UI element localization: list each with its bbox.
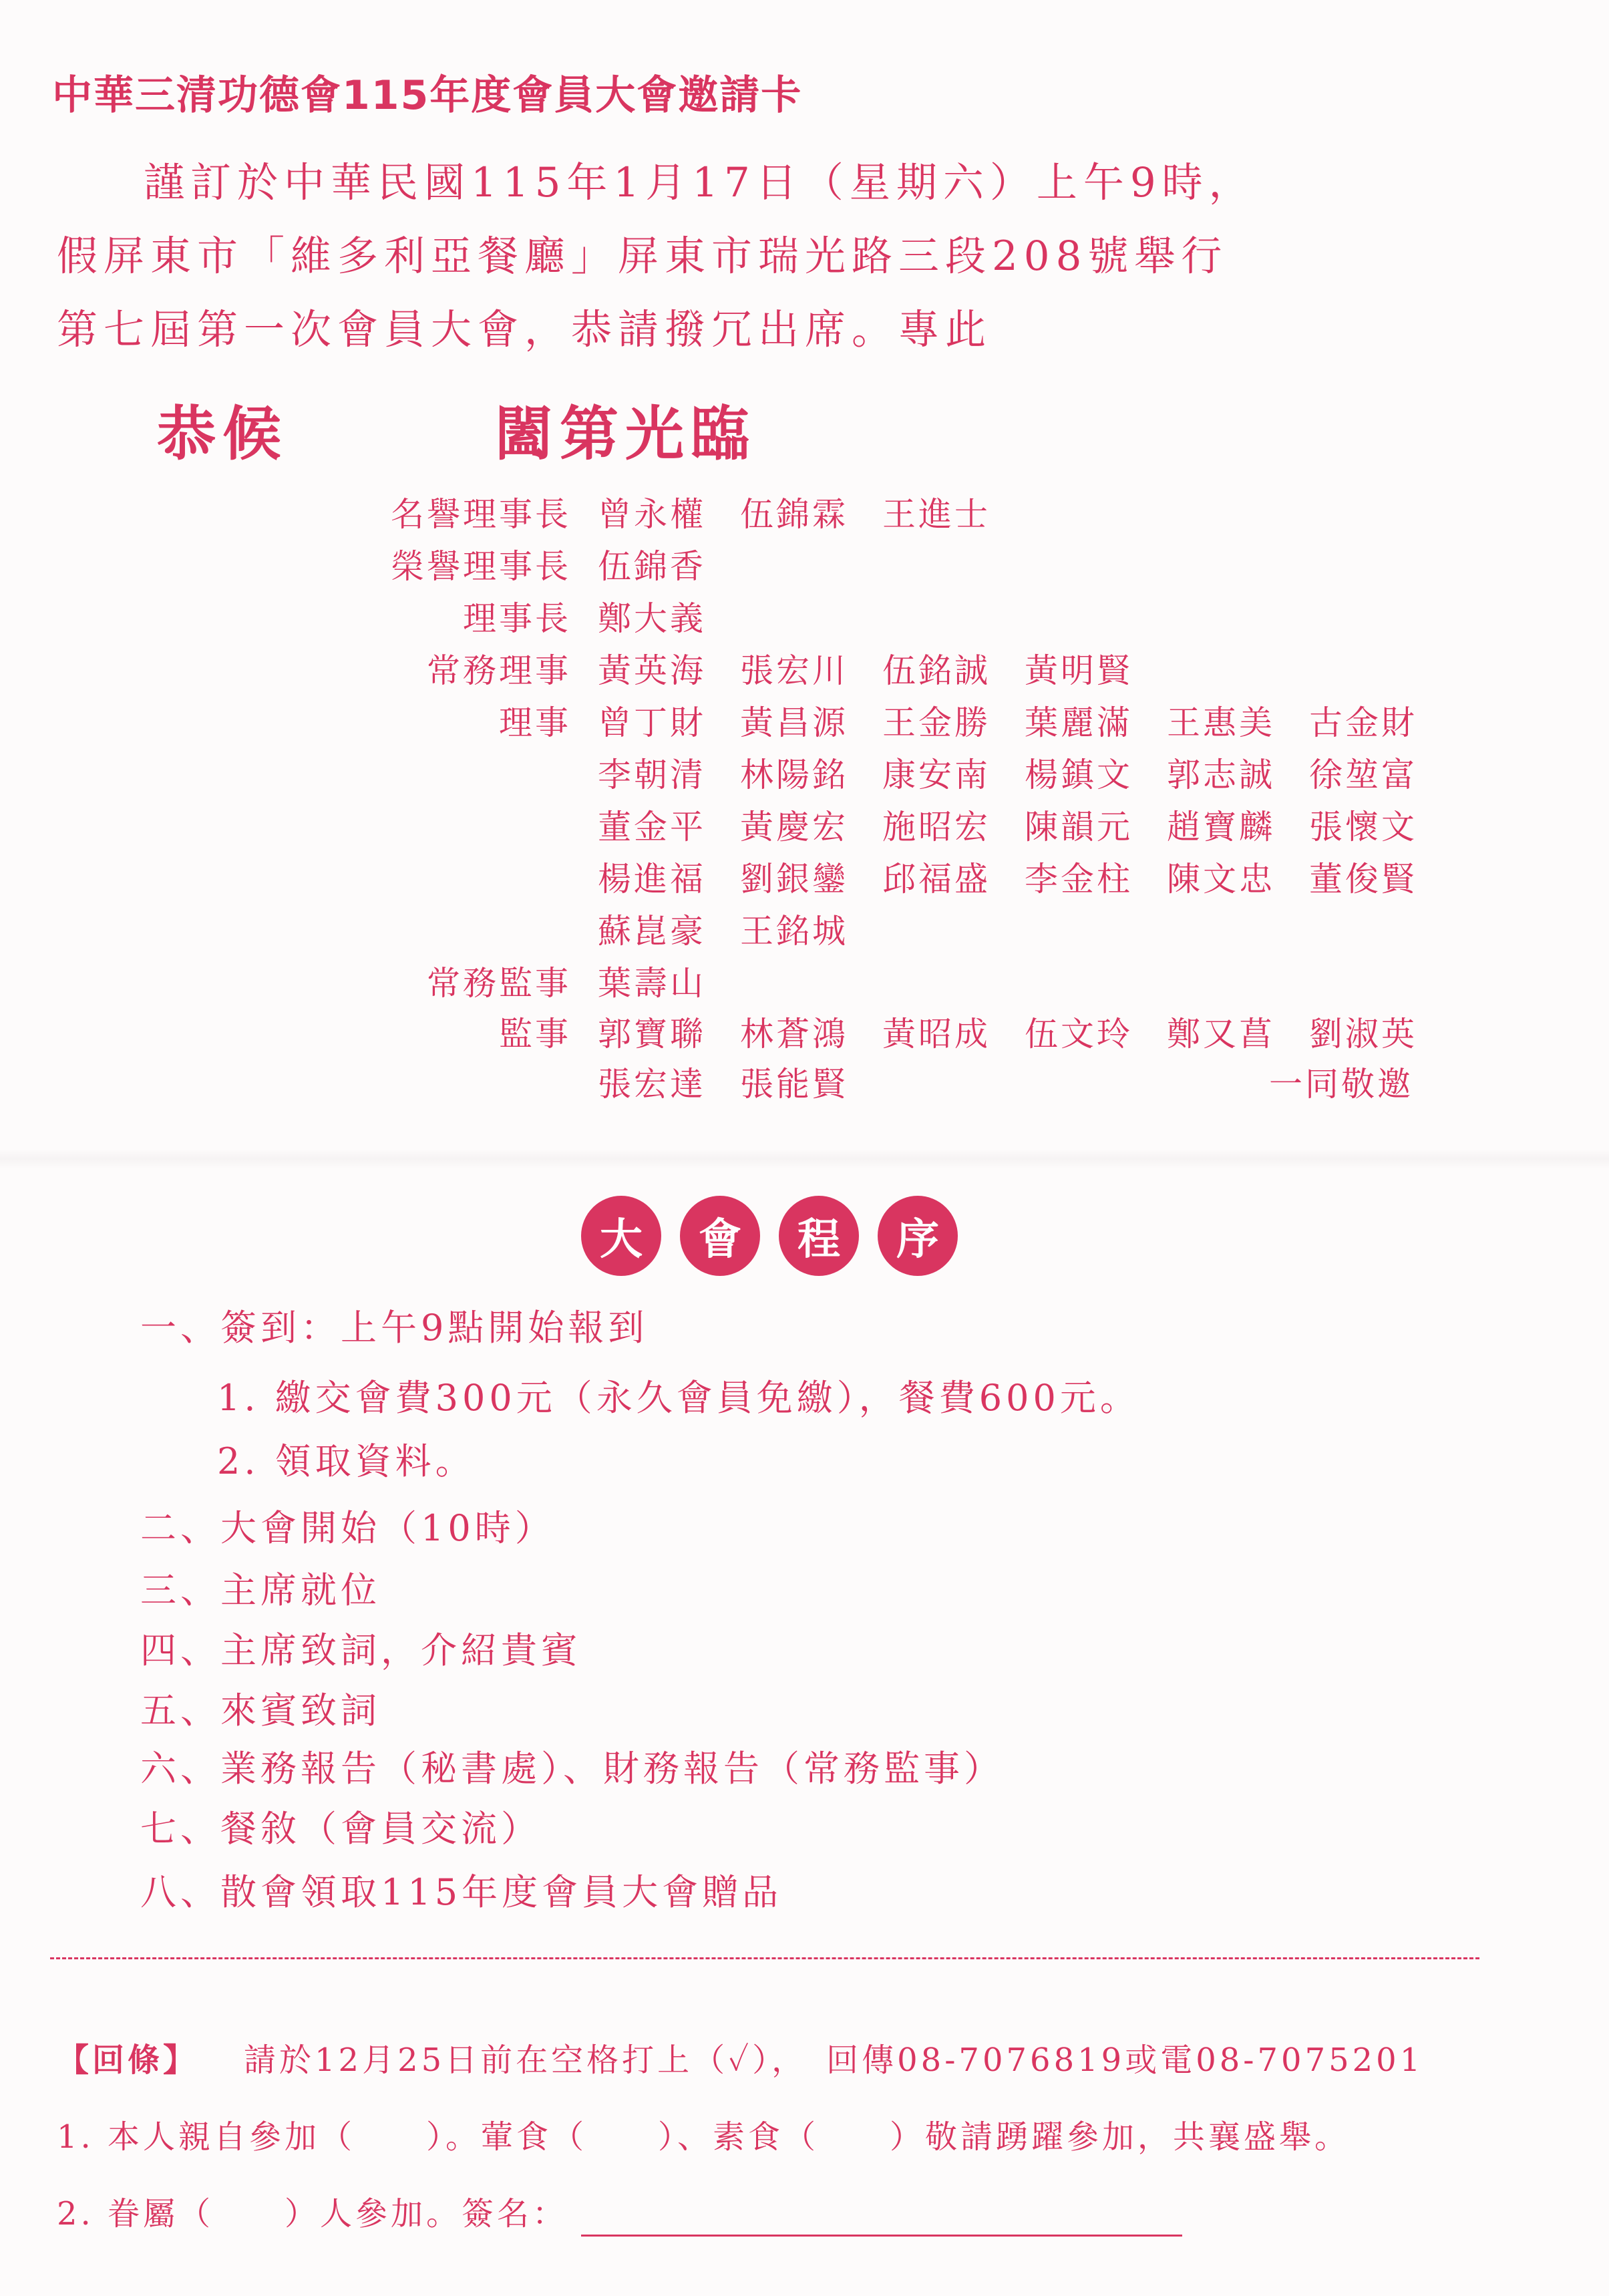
officer-name: 古金財: [1309, 703, 1417, 742]
greeting-right: 闔第光臨: [494, 399, 757, 468]
program-item-8: 八、散會領取115年度會員大會贈品: [140, 1871, 783, 1913]
officer-name: 伍文玲: [1025, 1015, 1133, 1053]
officer-name: 陳韻元: [1025, 808, 1133, 846]
officer-name: 蘇崑豪: [598, 912, 706, 951]
officer-name: 施昭宏: [882, 808, 991, 846]
officer-name: 張能賢: [740, 1065, 848, 1104]
invitation-title: 中華三清功德會115年度會員大會邀請卡: [52, 72, 803, 119]
officer-name: 黃英海: [598, 651, 706, 690]
officer-name: 楊鎮文: [1025, 756, 1133, 794]
officer-name: 康安南: [882, 756, 991, 794]
cut-line: [50, 1957, 1479, 1959]
program-item-3: 三、主席就位: [140, 1569, 381, 1611]
officer-name: 伍銘誠: [882, 651, 991, 690]
reply-line-1: 1. 本人親自參加（ ）。葷食（ ）、素食（ ）敬請踴躍參加，共襄盛舉。: [57, 2118, 1351, 2156]
role-directors: 理事: [499, 703, 571, 742]
officer-name: 葉壽山: [598, 964, 706, 1003]
officer-name: 王惠美: [1167, 703, 1275, 742]
officer-name: 黃慶宏: [740, 808, 848, 846]
officer-name: 林陽銘: [740, 756, 848, 794]
officer-name: 伍錦香: [598, 547, 706, 586]
program-title-char: 程: [779, 1196, 859, 1276]
officer-name: 鄭又菖: [1167, 1015, 1275, 1053]
intro-line-2: 假屏東市「維多利亞餐廳」屏東市瑞光路三段208號舉行: [57, 232, 1228, 280]
officer-name: 黃昭成: [882, 1015, 991, 1053]
officer-name: 王金勝: [882, 703, 991, 742]
officer-name: 李金柱: [1025, 860, 1133, 898]
role-standing-directors: 常務理事: [427, 651, 571, 690]
officer-name: 董俊賢: [1309, 860, 1417, 898]
program-item-1-sub-1: 1. 繳交會費300元（永久會員免繳），餐費600元。: [217, 1377, 1140, 1419]
program-item-6: 六、業務報告（秘書處）、財務報告（常務監事）: [140, 1748, 1004, 1790]
intro-line-1: 謹訂於中華民國115年1月17日（星期六）上午9時，: [144, 159, 1256, 206]
officer-name: 曾永權: [598, 495, 706, 534]
role-emeritus-chairman: 榮譽理事長: [391, 547, 571, 586]
program-item-7: 七、餐敘（會員交流）: [140, 1808, 541, 1850]
reply-label: 【回條】: [57, 2041, 199, 2079]
signature-line[interactable]: [581, 2235, 1182, 2237]
officer-name: 林蒼鴻: [740, 1015, 848, 1053]
officer-name: 楊進福: [598, 860, 706, 898]
reply-line-2: 2. 眷屬（ ）人參加。簽名：: [57, 2195, 568, 2233]
officer-name: 張宏川: [740, 651, 848, 690]
officer-name: 徐堃富: [1309, 756, 1417, 794]
program-item-5: 五、來賓致詞: [140, 1689, 381, 1732]
officer-name: 曾丁財: [598, 703, 706, 742]
officer-name: 王進士: [882, 495, 991, 534]
paper-fold: [0, 1149, 1609, 1169]
role-honorary-chairman: 名譽理事長: [391, 495, 571, 534]
officer-name: 伍錦霖: [740, 495, 848, 534]
officer-name: 郭志誠: [1167, 756, 1275, 794]
program-item-1: 一、簽到：上午9點開始報到: [140, 1307, 649, 1349]
program-item-4: 四、主席致詞，介紹貴賓: [140, 1629, 581, 1671]
officer-name: 黃明賢: [1025, 651, 1133, 690]
program-title-char: 序: [878, 1196, 958, 1276]
officer-name: 鄭大義: [598, 599, 706, 638]
program-item-1-sub-2: 2. 領取資料。: [217, 1440, 476, 1482]
officer-name: 黃昌源: [740, 703, 848, 742]
officer-name: 董金平: [598, 808, 706, 846]
officer-name: 趙寶麟: [1167, 808, 1275, 846]
role-supervisors: 監事: [499, 1015, 571, 1053]
officer-name: 李朝清: [598, 756, 706, 794]
program-item-2: 二、大會開始（10時）: [140, 1507, 555, 1549]
officer-name: 張宏達: [598, 1065, 706, 1104]
intro-line-3: 第七屆第一次會員大會，恭請撥冗出席。專此: [57, 306, 993, 353]
program-title-char: 大: [581, 1196, 661, 1276]
officer-name: 張懷文: [1309, 808, 1417, 846]
officer-name: 葉麗滿: [1025, 703, 1133, 742]
program-title-char: 會: [680, 1196, 760, 1276]
officer-name: 劉淑英: [1309, 1015, 1417, 1053]
officer-name: 陳文忠: [1167, 860, 1275, 898]
role-chairman: 理事長: [463, 599, 571, 638]
closing-invite: 一同敬邀: [1269, 1065, 1413, 1104]
officer-name: 王銘城: [740, 912, 848, 951]
officer-name: 邱福盛: [882, 860, 991, 898]
role-standing-supervisor: 常務監事: [427, 964, 571, 1003]
greeting-left: 恭候: [157, 399, 289, 468]
officer-name: 劉銀鑾: [740, 860, 848, 898]
officer-name: 郭寶聯: [598, 1015, 706, 1053]
reply-instruction: 請於12月25日前在空格打上（✓）， 回傳08-7076819或電08-7075201: [244, 2041, 1424, 2079]
